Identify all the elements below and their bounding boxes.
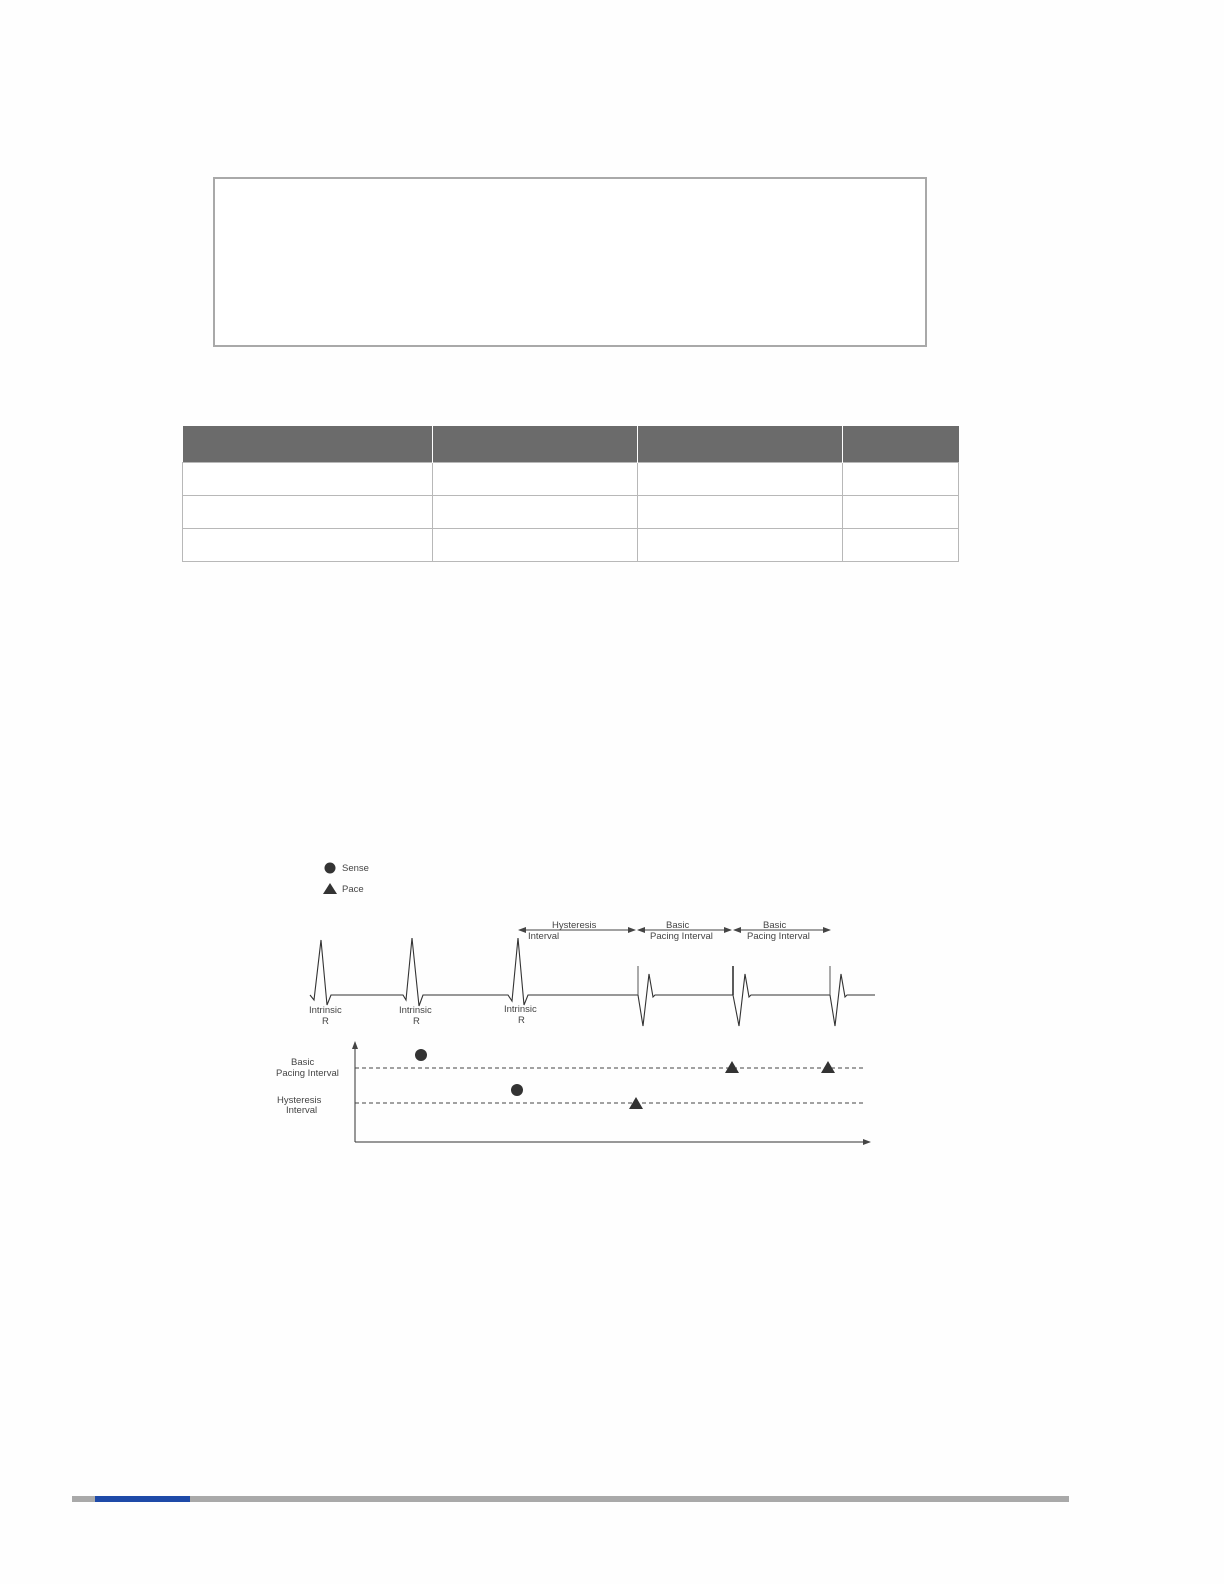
beat-label-1-line1: Intrinsic <box>309 1005 342 1016</box>
parameter-table <box>182 426 959 562</box>
y-label-hysteresis-line1: Hysteresis <box>277 1095 322 1106</box>
table-cell <box>638 463 843 496</box>
legend-pace-label: Pace <box>342 884 364 895</box>
beat-label-3-line1: Intrinsic <box>504 1004 537 1015</box>
sense-legend-icon <box>325 863 336 874</box>
pace-marker <box>821 1061 835 1073</box>
footer-accent <box>95 1496 190 1502</box>
y-label-basic-line1: Basic <box>291 1057 315 1068</box>
pace-marker <box>725 1061 739 1073</box>
table-cell <box>638 529 843 562</box>
table-cell <box>843 463 959 496</box>
table-header-cell <box>433 426 638 463</box>
table-cell <box>183 463 433 496</box>
table-cell <box>183 496 433 529</box>
table-cell <box>433 529 638 562</box>
basic-interval-2-label-line1: Basic <box>763 920 787 931</box>
footer-bar <box>72 1496 1069 1502</box>
ecg-trace <box>310 938 875 1026</box>
table-cell <box>433 496 638 529</box>
note-box <box>213 177 927 347</box>
basic-interval-2-label-line2: Pacing Interval <box>747 931 810 942</box>
table-header-cell <box>638 426 843 463</box>
table-cell <box>638 496 843 529</box>
table-cell <box>843 529 959 562</box>
table-cell <box>183 529 433 562</box>
hysteresis-interval-label-line2: Interval <box>528 931 560 942</box>
table-header-cell <box>183 426 433 463</box>
pacing-diagram <box>255 850 895 1155</box>
sense-marker <box>511 1084 523 1096</box>
table-row <box>183 463 959 496</box>
basic-interval-1-label-line1: Basic <box>666 920 690 931</box>
legend-sense-label: Sense <box>342 863 369 874</box>
beat-label-2-line2: R <box>413 1016 420 1027</box>
beat-label-3-line2: R <box>518 1015 525 1026</box>
pace-legend-icon <box>323 883 337 894</box>
y-label-hysteresis-line2: Interval <box>286 1105 318 1116</box>
beat-label-1-line2: R <box>322 1016 329 1027</box>
table-header-cell <box>843 426 959 463</box>
hysteresis-pacing-figure <box>255 850 895 1155</box>
table-row <box>183 529 959 562</box>
table-header-row <box>183 426 959 463</box>
table-cell <box>843 496 959 529</box>
sense-marker <box>415 1049 427 1061</box>
table-row <box>183 496 959 529</box>
beat-label-2-line1: Intrinsic <box>399 1005 432 1016</box>
table-cell <box>433 463 638 496</box>
basic-interval-1-label-line2: Pacing Interval <box>650 931 713 942</box>
hysteresis-interval-label-line1: Hysteresis <box>552 920 597 931</box>
y-label-basic-line2: Pacing Interval <box>276 1068 339 1079</box>
